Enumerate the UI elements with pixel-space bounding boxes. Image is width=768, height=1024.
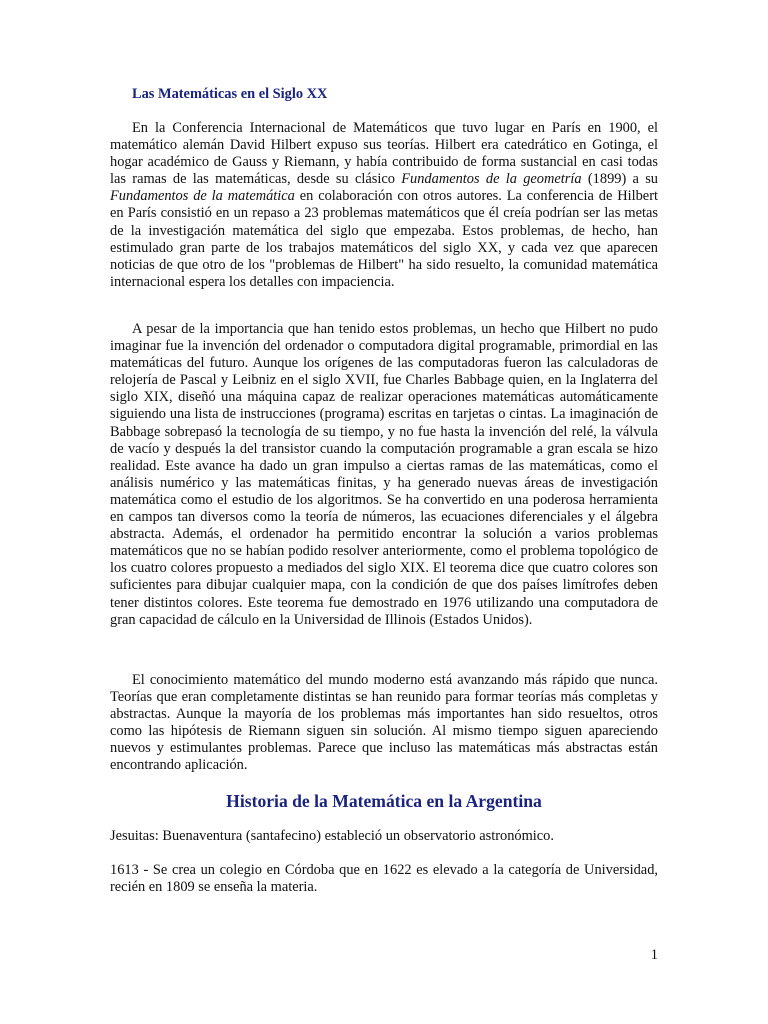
page-number: 1 [650,947,658,963]
paragraph-computers: A pesar de la importancia que han tenido estos problemas, un hecho que Hilbert no pudo imaginar fue la invención del ordenador o computadora digital programable, primordial en las matemáticas del futuro. Aunque los orígenes de las computadoras fueron las calculadoras de relojería de Pascal y Leibniz en el siglo XVII, fue Charles Babbage quien, en la Inglaterra del siglo XIX, diseñó una máquina capaz de realizar operaciones matemáticas automáticamente siguiendo una lista de instrucciones (programa) escritas en tarjetas o cintas. La imaginación de Babbage sobrepasó la tecnología de su tiempo, y no fue hasta la invención del relé, la válvula de vacío y después la del transistor cuando la computación programable a gran escala se hizo realidad. Este avance ha dado un gran impulso a ciertas ramas de las matemáticas, como el análisis numérico y las matemáticas finitas, y ha generado nuevas áreas de investigación matemática como el estudio de los algoritmos. Se ha convertido en una poderosa herramienta en campos tan diversos como la teoría de números, las ecuaciones diferenciales y el álgebra abstracta. Además, el ordenador ha permitido encontrar la solución a varios problemas matemáticos que no se habían podido resolver anteriormente, como el problema topológico de los cuatro colores propuesto a mediados del siglo XIX. El teorema dice que cuatro colores son suficientes para dibujar cualquier mapa, con la condición de que dos países limítrofes deben tener distintos colores. Este teorema fue demostrado en 1976 utilizando una computadora de gran capacidad de cálculo en la Universidad de Illinois (Estados Unidos). [110,321,658,628]
section-title: Las Matemáticas en el Siglo XX [132,86,328,102]
document-page [110,0,658,1024]
paragraph-1-text-c: en colaboración con otros autores. La conferencia de Hilbert en París consistió en un repaso a 23 problemas matemáticos que él creía podrían ser las metas de la investigación matemática del siglo que empezaba. Estos problemas, de hecho, han estimulado gran parte de los trabajos matemáticos del siglo XX, y cada vez que aparecen noticias de que otro de los "problemas de Hilbert" ha sido resuelto, la comunidad matemática internacional espera los detalles con impaciencia. [110,188,658,290]
paragraph-modern-knowledge: El conocimiento matemático del mundo moderno está avanzando más rápido que nunca. Teorías que eran completamente distintas se han reunido para formar teorías más completas y abstractas. Aunque la mayoría de los problemas más importantes han sido resueltos, otros como las hipótesis de Riemann siguen sin solución. Al mismo tiempo siguen apareciendo nuevos y estimulantes problemas. Parece que incluso las matemáticas más abstractas están encontrando aplicación. [110,672,658,774]
paragraph-hilbert [110,120,658,291]
history-entry-jesuits: Jesuitas: Buenaventura (santafecino) estableció un observatorio astronómico. [110,828,554,844]
history-entry-cordoba: 1613 - Se crea un colegio en Córdoba que en 1622 es elevado a la categoría de Universidad, recién en 1809 se enseña la materia. [110,862,658,896]
book-title-mathematics: Fundamentos de la matemática [110,188,295,205]
paragraph-1-text-a: En la Conferencia Internacional de Matemáticos que tuvo lugar en París en 1900, el matemático alemán David Hilbert expuso sus teorías. Hilbert era catedrático en Gotinga, el hogar académico de Gauss y Riemann, y había contribuido de forma sustancial en casi todas las ramas de las matemáticas, desde su clásico [110,120,658,188]
history-heading: Historia de la Matemática en la Argentina [226,791,542,811]
paragraph-1-text-b: (1899) a su [581,171,659,188]
book-title-geometry: Fundamentos de la geometría [401,171,582,188]
